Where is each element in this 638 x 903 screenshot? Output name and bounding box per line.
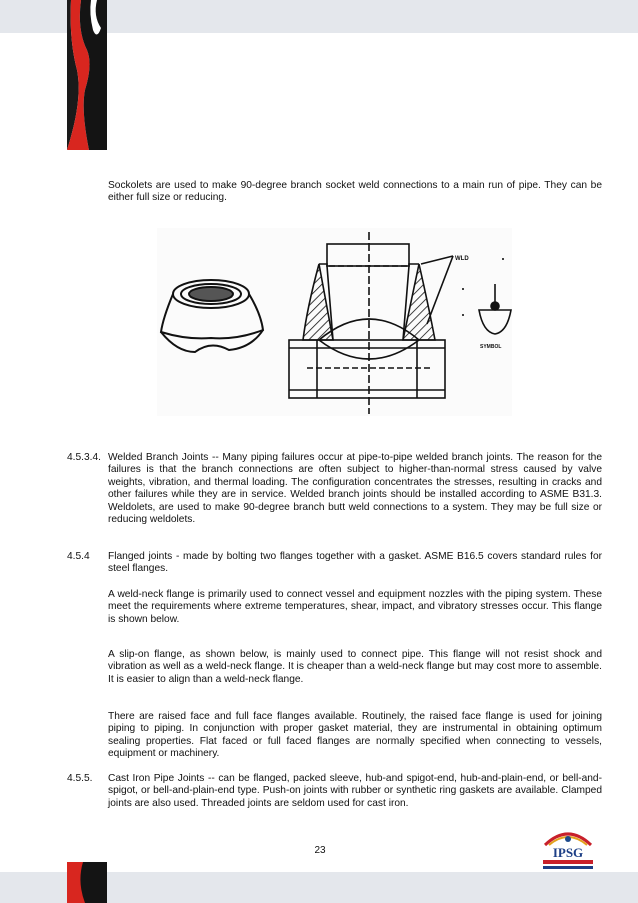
flanged-joints-paragraph: Flanged joints - made by bolting two flanges together with a gasket. ASME B16.5 covers standard rules for steel flanges. [108,551,602,575]
section-number-4-5-4: 4.5.4 [67,551,90,562]
flame-logo-bottom-icon [67,862,107,903]
section-number-4-5-3-4: 4.5.3.4. [67,452,101,463]
slip-on-paragraph: A slip-on flange, as shown below, is mainly used to connect pipe. This flange will not resist shock and vibration as well as a weld-neck flange. It is cheaper than a weld-neck flange but may cost more to assemble. It is easier to align than a weld-neck flange. [108,649,602,685]
section-number-4-5-5: 4.5.5. [67,773,93,784]
weld-label: WLD [455,256,469,262]
welded-branch-paragraph: Welded Branch Joints -- Many piping failures occur at pipe-to-pipe welded branch joints. The reason for the failures is that the branch connections are often subject to higher-than-normal stress caused by valve weights, vibration, and thermal loading. The configuration concentrates the stresses, resulting in cracks and other failures while they are in service. Welded branch joints should be installed according to ASME B31.3. Weldolets, are used to make 90-degree branch butt weld connections to a system. They may be full size or reducing weldolets. [108,452,602,526]
sockolets-paragraph: Sockolets are used to make 90-degree branch socket weld connections to a main run of pipe. They can be either full size or reducing. [108,180,602,204]
flame-logo-icon [67,0,107,150]
cast-iron-paragraph: Cast Iron Pipe Joints -- can be flanged, packed sleeve, hub-and spigot-end, hub-and-plain-end, or bell-and-spigot, or bell-and-plain-end type. Push-on joints with rubber or synthetic ring gaskets are available. Clamped joints are also used. Threaded joints are seldom used for cast iron. [108,773,602,809]
weld-neck-paragraph: A weld-neck flange is primarily used to connect vessel and equipment nozzles with the piping system. These meet the requirements where extreme temperatures, shear, impact, and vibratory stresses occur. This flange is shown below. [108,589,602,625]
symbol-label: SYMBOL [480,344,502,350]
ipsg-logo-text: IPSG [552,845,584,860]
ipsg-logo-icon [537,825,599,873]
page-number: 23 [314,845,326,856]
raised-face-paragraph: There are raised face and full face flanges available. Routinely, the raised face flange is used for joining piping to piping. In conjunction with proper gasket material, they are instrumental in obtaining optimum sealing properties. Flat faced or full faced flanges are normally specified when connecting to vessels, equipment or machinery. [108,711,602,760]
sockolet-figure [157,228,512,416]
